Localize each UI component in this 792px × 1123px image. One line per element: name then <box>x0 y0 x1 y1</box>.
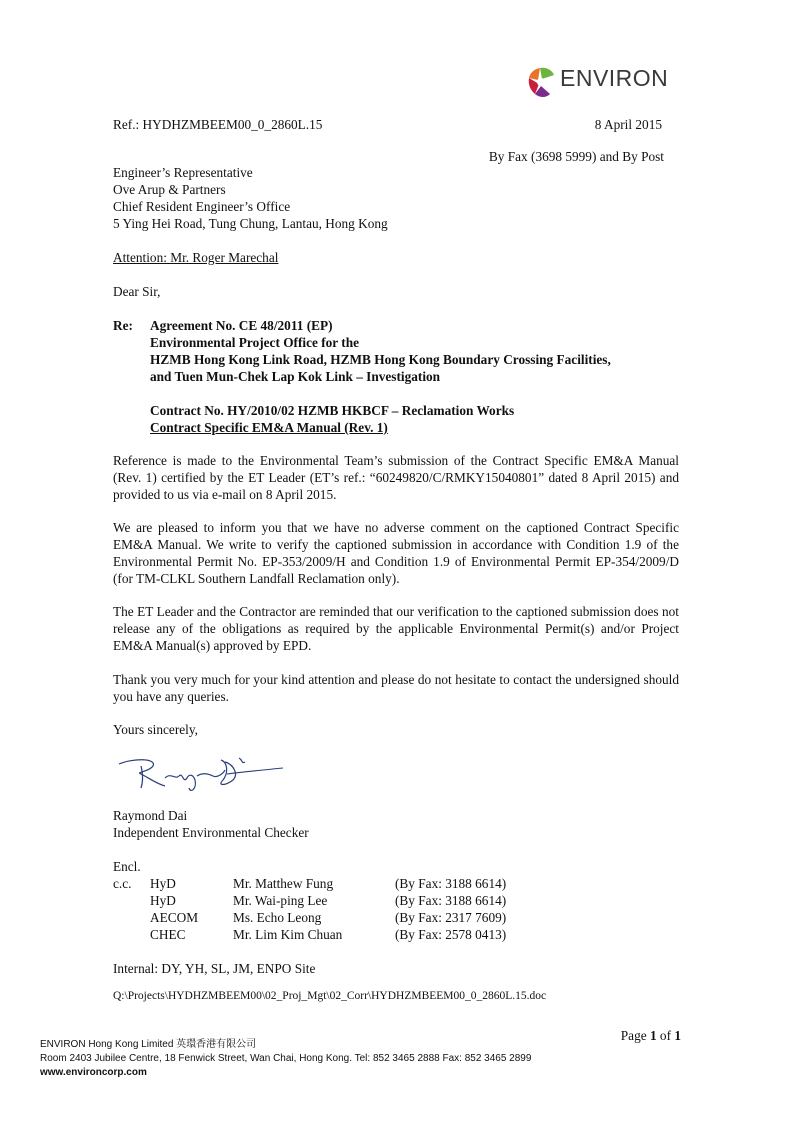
cc-org: HyD <box>150 893 176 908</box>
environ-logo-mark-icon <box>526 66 556 100</box>
body-paragraph: Reference is made to the Environmental Team’s submission of the Contract Specific EM&A Manual (Rev. 1) certified by the ET Leader (ET’s ref.: “60249820/C/RMKY15040801” dated 8 April 2015) and provided to us via e-mail on 8 April 2015. <box>113 453 679 502</box>
recipient-line: Chief Resident Engineer’s Office <box>113 199 291 214</box>
cc-fax: (By Fax: 2317 7609) <box>395 910 507 925</box>
cc-fax: (By Fax: 2578 0413) <box>395 927 507 942</box>
cc-row <box>113 892 506 909</box>
file-path: Q:\Projects\HYDHZMBEEM00\02_Proj_Mgt\02_Corr\HYDHZMBEEM00_0_2860L.15.doc <box>113 990 547 1002</box>
page-total: 1 <box>674 1028 681 1043</box>
signatory-name: Raymond Dai <box>113 808 188 823</box>
body-paragraph: Thank you very much for your kind attention and please do not hesitate to contact the undersigned should you have any queries. <box>113 672 679 704</box>
subject-spacer <box>150 385 611 402</box>
subject-label: Re: <box>113 318 133 333</box>
closing: Yours sincerely, <box>113 722 198 737</box>
page-current: 1 <box>649 1028 657 1043</box>
recipient-address <box>113 164 388 232</box>
cc-list <box>113 875 506 943</box>
cc-label: c.c. <box>113 876 132 891</box>
attention-line: Attention: Mr. Roger Marechal <box>113 250 279 265</box>
page-prefix: Page <box>620 1028 650 1043</box>
signature-icon <box>113 750 293 794</box>
salutation: Dear Sir, <box>113 284 161 299</box>
manual-title: Contract Specific EM&A Manual (Rev. 1) <box>150 420 388 435</box>
cc-person: Mr. Wai-ping Lee <box>233 893 328 908</box>
letter-date: 8 April 2015 <box>594 117 662 132</box>
cc-fax: (By Fax: 3188 6614) <box>395 876 507 891</box>
footer-address: Room 2403 Jubilee Centre, 18 Fenwick Street, Wan Chai, Hong Kong. Tel: 852 3465 2888 Fax: 852 3465 2899 <box>40 1053 532 1064</box>
cc-row <box>113 909 506 926</box>
reference-number: Ref.: HYDHZMBEEM00_0_2860L.15 <box>113 117 323 132</box>
subject-line: Agreement No. CE 48/2011 (EP) <box>150 318 333 333</box>
handwritten-signature <box>113 750 293 794</box>
recipient-line: Engineer’s Representative <box>113 165 253 180</box>
cc-row <box>113 875 506 892</box>
internal-distribution: Internal: DY, YH, SL, JM, ENPO Site <box>113 961 316 976</box>
cc-org: AECOM <box>150 910 199 925</box>
footer-website-link[interactable]: www.environcorp.com <box>40 1067 147 1078</box>
page-of: of <box>656 1028 675 1043</box>
footer-company: ENVIRON Hong Kong Limited 英環香港有限公司 <box>40 1039 257 1050</box>
delivery-method: By Fax (3698 5999) and By Post <box>488 149 664 164</box>
body-paragraph: The ET Leader and the Contractor are reminded that our verification to the captioned submission does not release any of the obligations as required by the applicable Environmental Permit(s) and/or Project EM&A Manual(s) approved by EPD. <box>113 604 679 653</box>
cc-row <box>113 926 506 943</box>
signatory-block <box>113 807 309 841</box>
subject-line: and Tuen Mun-Chek Lap Kok Link – Investigation <box>150 369 441 384</box>
body-paragraph: We are pleased to inform you that we have no adverse comment on the captioned Contract Specific EM&A Manual. We write to verify the captioned submission in accordance with Condition 1.9 of the Environmental Permit No. EP-353/2009/H and Condition 1.9 of Environmental Permit EP-354/2009/D (for TM-CLKL Southern Landfall Reclamation only). <box>113 520 679 586</box>
cc-org: HyD <box>150 876 176 891</box>
page-footer <box>40 1038 531 1080</box>
recipient-line: 5 Ying Hei Road, Tung Chung, Lantau, Hong Kong <box>113 216 388 231</box>
cc-fax: (By Fax: 3188 6614) <box>395 893 507 908</box>
cc-person: Mr. Lim Kim Chuan <box>233 927 343 942</box>
contract-line: Contract No. HY/2010/02 HZMB HKBCF – Reclamation Works <box>150 403 515 418</box>
subject-line: HZMB Hong Kong Link Road, HZMB Hong Kong Boundary Crossing Facilities, <box>150 352 611 367</box>
cc-org: CHEC <box>150 927 186 942</box>
cc-person: Ms. Echo Leong <box>233 910 322 925</box>
enclosure-label: Encl. <box>113 859 141 874</box>
subject-line: Environmental Project Office for the <box>150 335 360 350</box>
page-number <box>621 1027 681 1044</box>
logo-wordmark: ENVIRON <box>560 65 669 91</box>
company-logo <box>526 65 669 100</box>
subject-block <box>150 317 611 436</box>
recipient-line: Ove Arup & Partners <box>113 182 226 197</box>
signatory-title: Independent Environmental Checker <box>113 825 309 840</box>
cc-person: Mr. Matthew Fung <box>233 876 334 891</box>
